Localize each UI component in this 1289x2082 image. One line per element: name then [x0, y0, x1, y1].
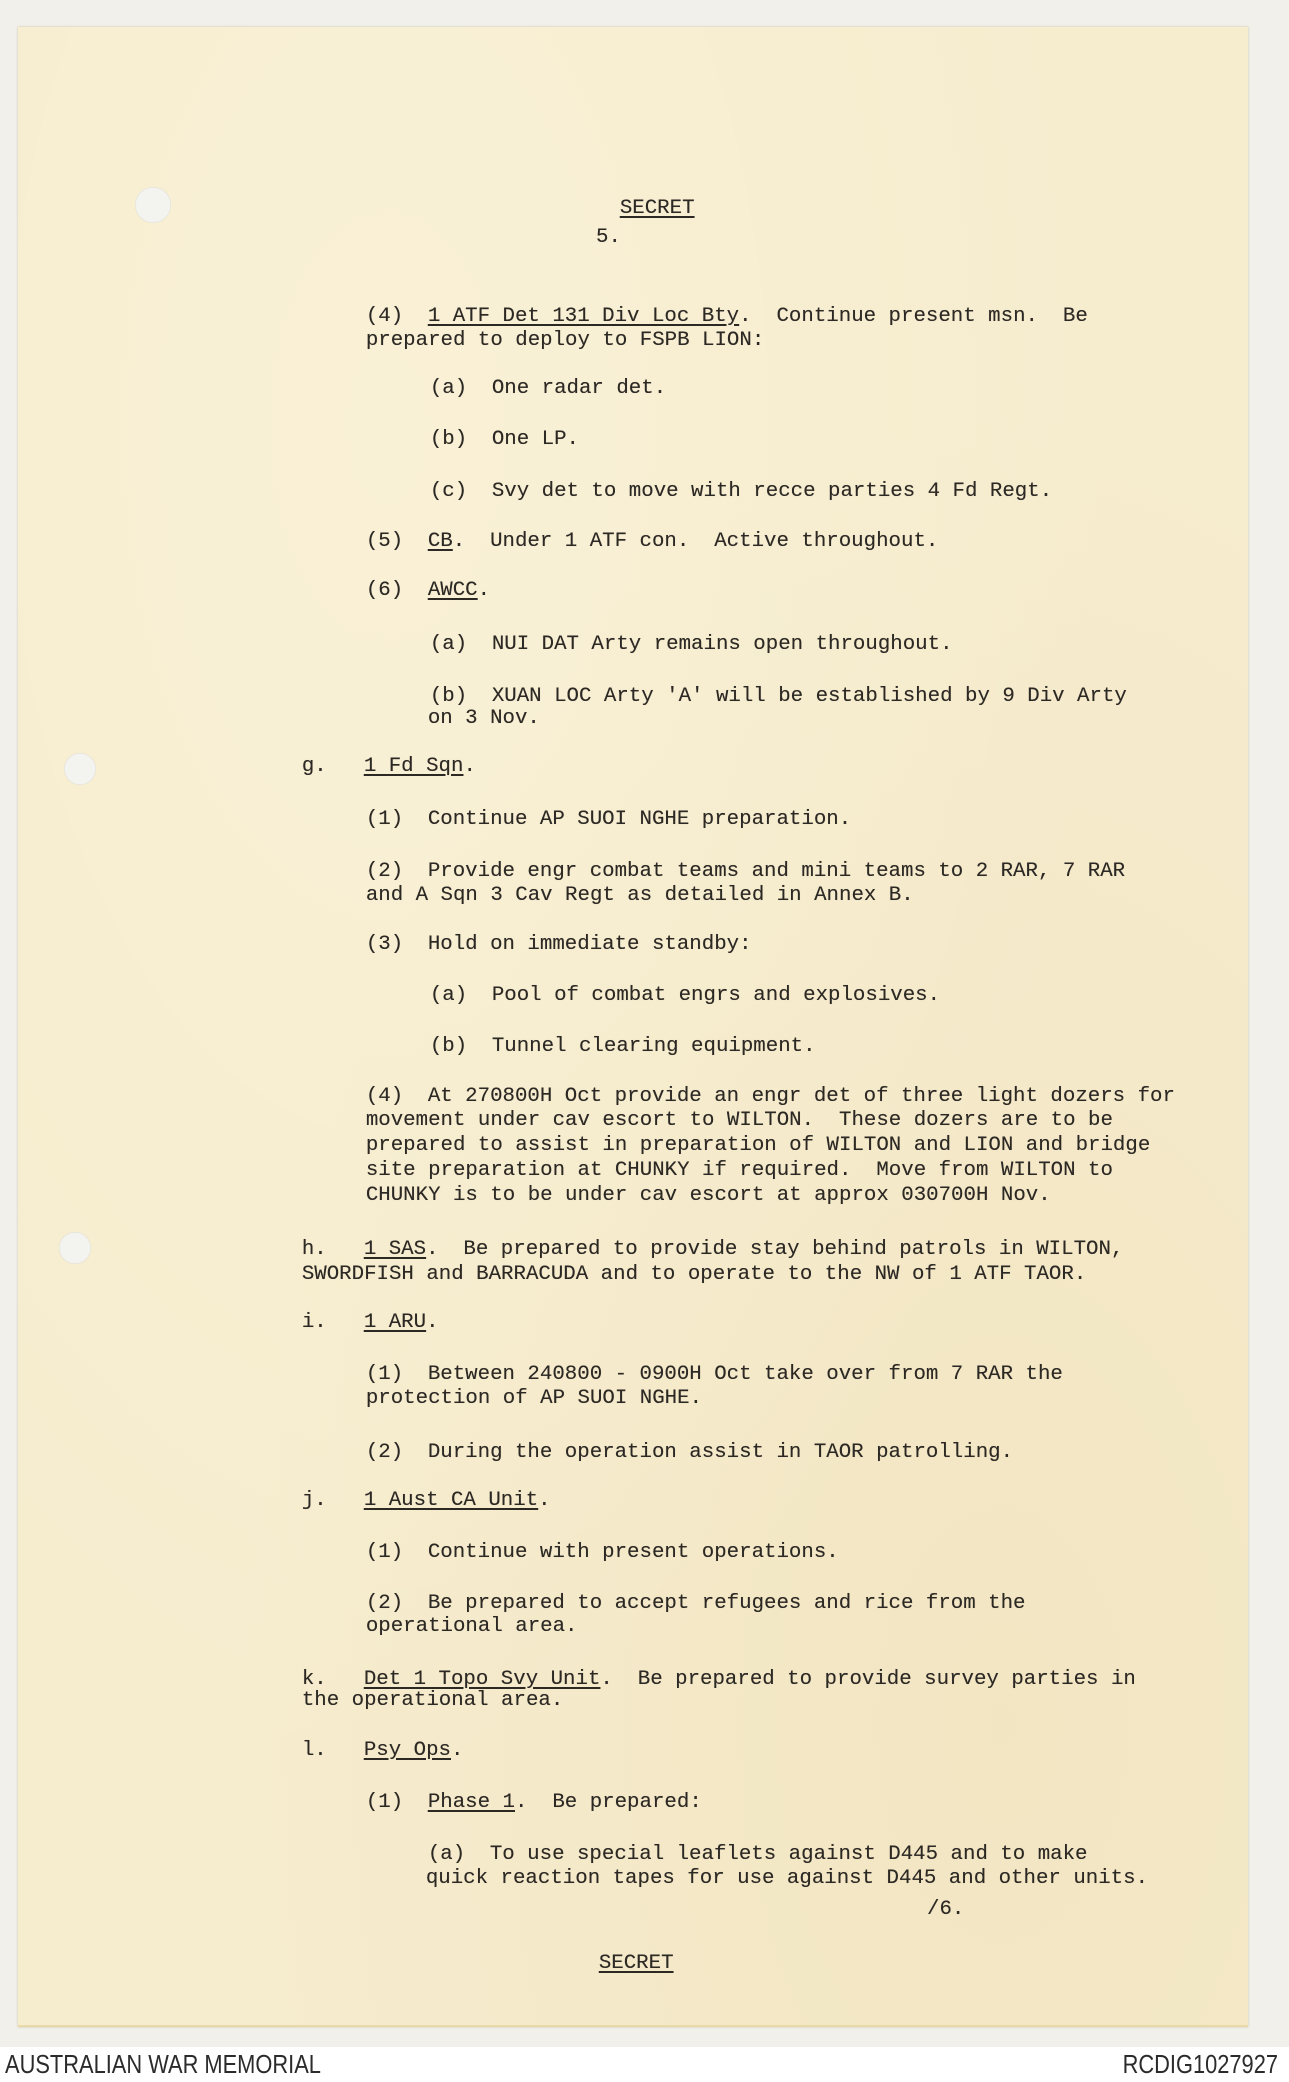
section-title: 1 ARU — [363, 1311, 427, 1334]
classification-text: SECRET — [598, 1952, 674, 1975]
item-text: Be prepared to accept refugees and rice from the — [427, 1592, 1026, 1615]
paragraph-line — [316, 305, 765, 352]
item-label: (c) — [429, 480, 468, 503]
document-page — [18, 27, 1248, 2027]
paragraph-line — [316, 1767, 702, 1814]
item-label: (a) — [429, 377, 468, 400]
section-heading — [252, 1715, 464, 1762]
paragraph-line — [380, 353, 667, 400]
item-label: (b) — [429, 1035, 468, 1058]
paragraph-line — [316, 1135, 1113, 1182]
item-text: on 3 Nov. — [427, 707, 540, 730]
item-label: (a) — [429, 633, 468, 656]
item-text: . — [463, 755, 476, 778]
paragraph-line — [316, 1591, 578, 1638]
item-text: XUAN LOC Arty 'A' will be established by 9 Div Arty — [491, 685, 1127, 708]
classification-footer — [549, 1928, 674, 1975]
item-text: At 270800H Oct provide an engr det of three light dozers for — [427, 1085, 1175, 1108]
paragraph-line — [316, 1568, 1026, 1615]
paragraph-line — [380, 609, 953, 656]
item-text: CHUNKY is to be under cav escort at approx 030700H Nov. — [365, 1184, 1051, 1207]
paragraph-line — [316, 281, 1088, 328]
item-label: (4) — [365, 1085, 404, 1108]
item-text: NUI DAT Arty remains open throughout. — [491, 633, 953, 656]
item-label: (b) — [429, 685, 468, 708]
item-text: Continue AP SUOI NGHE preparation. — [427, 808, 852, 831]
punch-hole — [59, 1232, 91, 1264]
item-text: . Be prepared: — [514, 1791, 702, 1814]
item-text: . Be prepared to provide stay behind patrols in WILTON, — [426, 1238, 1124, 1261]
punch-hole — [64, 753, 96, 785]
paragraph-line — [316, 784, 852, 831]
item-label: (2) — [365, 1592, 404, 1615]
item-text: . — [538, 1489, 551, 1512]
section-title: 1 Fd Sqn — [363, 755, 464, 778]
paragraph-line — [316, 1517, 839, 1564]
item-label: (6) — [365, 579, 404, 602]
paragraph-line — [316, 1085, 1113, 1132]
paragraph-line — [316, 1110, 1151, 1157]
punch-hole — [135, 187, 171, 223]
item-label: (1) — [365, 1541, 404, 1564]
paragraph-line — [316, 909, 752, 956]
item-text: Tunnel clearing equipment. — [491, 1035, 816, 1058]
paragraph-line — [252, 1665, 564, 1712]
section-label: l. — [301, 1739, 327, 1762]
item-text: . — [426, 1311, 439, 1334]
item-label: (1) — [365, 1791, 404, 1814]
item-text: and A Sqn 3 Cav Regt as detailed in Annex B. — [365, 884, 914, 907]
section-label: h. — [301, 1238, 327, 1261]
item-text: Hold on immediate standby: — [427, 933, 752, 956]
item-label: (b) — [429, 428, 468, 451]
item-text: . Be prepared to provide survey parties in — [600, 1668, 1136, 1691]
item-label: (1) — [365, 808, 404, 831]
item-text: Svy det to move with recce parties 4 Fd Regt. — [491, 480, 1053, 503]
section-heading — [252, 1287, 439, 1334]
item-text: Continue with present operations. — [427, 1541, 839, 1564]
section-label: j. — [301, 1489, 327, 1512]
item-label: (2) — [365, 860, 404, 883]
item-text: SWORDFISH and BARRACUDA and to operate to the NW of 1 ATF TAOR. — [301, 1263, 1087, 1286]
item-text: operational area. — [365, 1615, 578, 1638]
classification-text: SECRET — [619, 197, 695, 220]
item-text: . Continue present msn. Be — [739, 305, 1088, 328]
archive-institution: AUSTRALIAN WAR MEMORIAL — [5, 2049, 321, 2079]
paragraph-line — [380, 960, 941, 1007]
item-text: One radar det. — [491, 377, 667, 400]
item-text: the operational area. — [301, 1689, 564, 1712]
item-label: (1) — [365, 1363, 404, 1386]
item-text: To use special leaflets against D445 and to make — [489, 1843, 1088, 1866]
section-heading — [252, 731, 476, 778]
paragraph-line — [380, 456, 1053, 503]
item-text: quick reaction tapes for use against D445 and other units. — [425, 1867, 1149, 1890]
item-text: movement under cav escort to WILTON. These dozers are to be — [365, 1109, 1113, 1132]
item-label: (2) — [365, 1441, 404, 1464]
item-text: protection of AP SUOI NGHE. — [365, 1387, 703, 1410]
paragraph-line — [380, 661, 1127, 708]
item-text: prepared to assist in preparation of WILTON and LION and bridge — [365, 1134, 1151, 1157]
paragraph-line — [316, 506, 939, 553]
section-title: Psy Ops — [363, 1739, 451, 1762]
item-label: (3) — [365, 933, 404, 956]
section-heading — [252, 1214, 1124, 1261]
paragraph-line — [376, 1843, 1149, 1890]
item-label: (5) — [365, 530, 404, 553]
item-text: prepared to deploy to FSPB LION: — [365, 329, 765, 352]
paragraph-line — [380, 1011, 816, 1058]
item-label: (a) — [429, 984, 468, 1007]
item-text: Pool of combat engrs and explosives. — [491, 984, 941, 1007]
paragraph-line — [316, 1417, 1014, 1464]
item-heading: CB — [427, 530, 453, 553]
paragraph-line — [316, 836, 1126, 883]
paragraph-line — [378, 683, 540, 730]
section-heading — [252, 1465, 551, 1512]
paragraph-line — [380, 404, 579, 451]
item-text: . Under 1 ATF con. Active throughout. — [452, 530, 939, 553]
item-text: Provide engr combat teams and mini teams to 2 RAR, 7 RAR — [427, 860, 1126, 883]
section-label: g. — [301, 755, 327, 778]
classification-header — [570, 173, 695, 220]
paragraph-line — [316, 1363, 703, 1410]
section-label: i. — [301, 1311, 327, 1334]
next-page-marker: /6. — [927, 1898, 965, 1921]
page-number: 5. — [596, 226, 621, 249]
paragraph-line — [316, 860, 914, 907]
item-heading: AWCC — [427, 579, 478, 602]
item-text: . — [477, 579, 491, 602]
paragraph-line — [378, 1819, 1088, 1866]
paragraph-line — [316, 555, 491, 602]
item-label: (4) — [365, 305, 404, 328]
item-text: One LP. — [491, 428, 579, 451]
paragraph-line — [252, 1239, 1087, 1286]
paragraph-line — [316, 1339, 1063, 1386]
section-label: k. — [301, 1668, 327, 1691]
paragraph-line — [316, 1160, 1051, 1207]
item-label: (a) — [427, 1843, 466, 1866]
item-text: During the operation assist in TAOR patrolling. — [427, 1441, 1014, 1464]
section-title: Det 1 Topo Svy Unit — [363, 1668, 601, 1691]
item-heading: 1 ATF Det 131 Div Loc Bty — [427, 305, 740, 328]
item-text: . — [450, 1739, 464, 1762]
section-title: 1 SAS — [363, 1238, 427, 1261]
section-title: 1 Aust CA Unit — [363, 1489, 539, 1512]
paragraph-line — [316, 1061, 1175, 1108]
item-text: site preparation at CHUNKY if required. Move from WILTON to — [365, 1159, 1113, 1182]
item-heading: Phase 1 — [427, 1791, 515, 1814]
item-text: Between 240800 - 0900H Oct take over from 7 RAR the — [427, 1363, 1063, 1386]
archive-record-id: RCDIG1027927 — [1122, 2049, 1278, 2079]
